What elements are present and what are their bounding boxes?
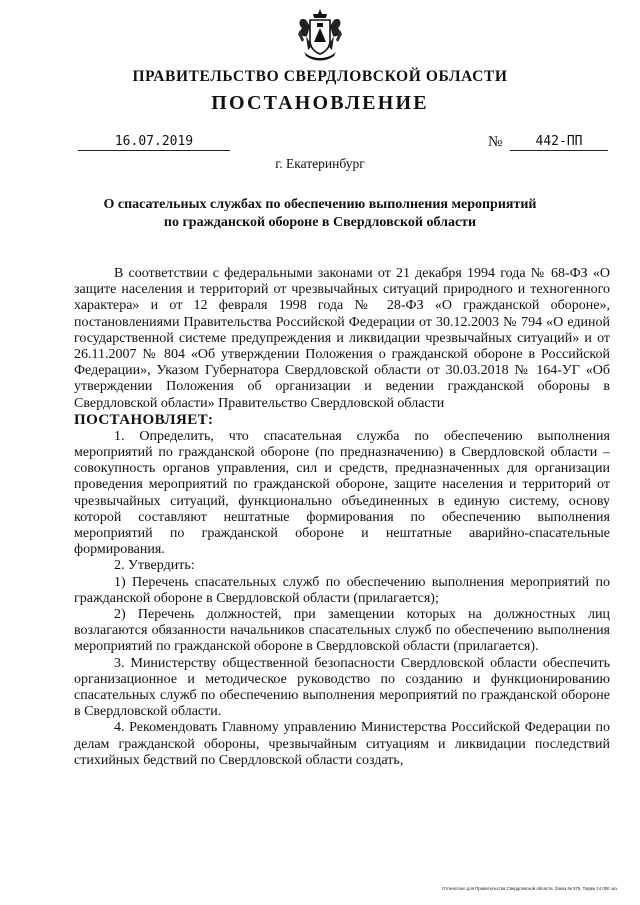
paragraph-item-3: 3. Министерству общественной безопасности Свердловской области обеспечить организационное и методическое руководство по созданию и функционированию спасательных служб по обеспечению выполнения мероприятий по гражданской обороне в Свердловской области. [74, 655, 610, 720]
decree-heading: ПОСТАНОВЛЯЕТ: [74, 411, 214, 428]
paragraph-item-2: 2. Утвердить: [114, 558, 195, 574]
paragraph-item-2-2: 2) Перечень должностей, при замещении которых на должностных лиц возлагаются обязанности начальников спасательных служб по обеспечению выполнения мероприятий по гражданской обороне в Свердловской области (прилагается). [74, 607, 610, 655]
paragraph-item-4: 4. Рекомендовать Главному управлению Министерства Российской Федерации по делам гражданской обороны, чрезвычайным ситуациям и ликвидации последствий стихийных бедствий по Свердловской области создать, [74, 720, 610, 768]
preamble-paragraph: В соответствии с федеральными законами от 21 декабря 1994 года № 68-ФЗ «О защите населения и территорий от чрезвычайных ситуаций природного и техногенного характера» и от 12 февраля 1998 года № 28-ФЗ «О гражданской обороне», постановлениями Правительства Российской Федерации от 30.12.2003 № 794 «О единой государственной системе предупреждения и ликвидации чрезвычайных ситуаций» и от 26.11.2007 № 804 «Об утверждении Положения о гражданской обороне в Российской Федерации», Указом Губернатора Свердловской области от 30.03.2018 № 164-УГ «Об утверждении Положения об организации и ведении гражданской обороны в Свердловской области» Правительство Свердловской области [74, 266, 610, 411]
paragraph-item-2-1: 1) Перечень спасательных служб по обеспечению выполнения мероприятий по гражданской обороне в Свердловской области (прилагается); [74, 574, 610, 606]
coat-of-arms-icon [296, 6, 344, 62]
document-title [60, 196, 580, 232]
government-name: ПРАВИТЕЛЬСТВО СВЕРДЛОВСКОЙ ОБЛАСТИ [132, 68, 508, 85]
print-note: Отпечатано для Правительства Свердловской области. Заказ № 575. Тираж 14 000 экз. [442, 886, 618, 891]
title-line-1: О спасательных службах по обеспечению выполнения мероприятий [103, 197, 537, 212]
title-line-2: по гражданской обороне в Свердловской области [163, 215, 477, 230]
city: г. Екатеринбург [275, 156, 365, 171]
document-date: 16.07.2019 [78, 134, 230, 151]
document-number: 442-ПП [510, 134, 608, 151]
paragraph-item-1: 1. Определить, что спасательная служба по обеспечению выполнения мероприятий по гражданской обороне (по предназначению) в Свердловской области – совокупность органов управления, сил и средств, предназначенных для организации проведения мероприятий по гражданской обороне, защите населения и территорий от чрезвычайных ситуаций, функционально объединенных в единую систему, основу которой составляют нештатные формирования по обеспечению выполнения мероприятий по гражданской обороне и нештатные аварийно-спасательные формирования. [74, 428, 610, 558]
document-type: ПОСТАНОВЛЕНИЕ [211, 92, 429, 114]
document-body [74, 266, 610, 769]
number-label: № [488, 134, 503, 150]
